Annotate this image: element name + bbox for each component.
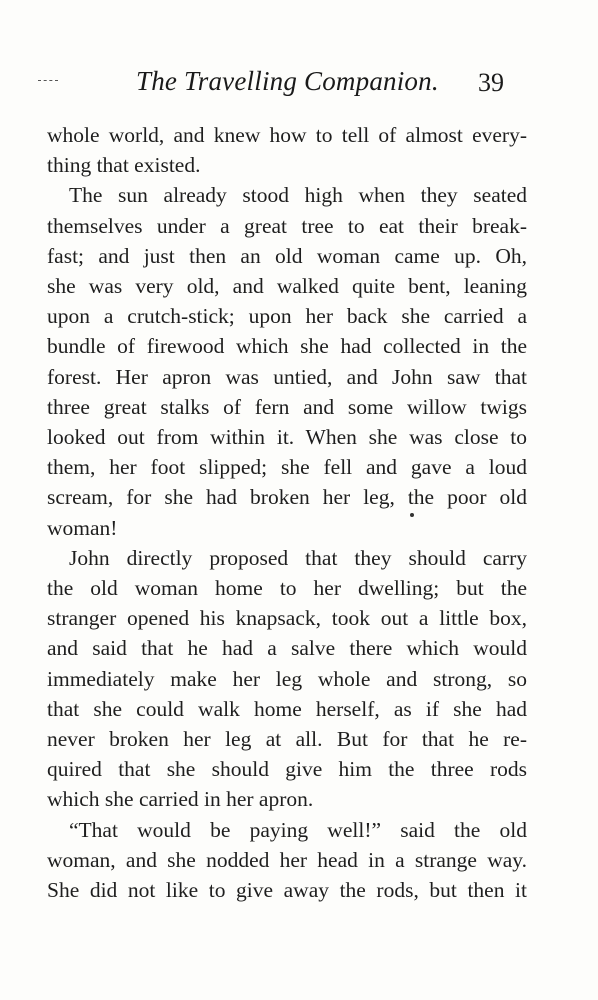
text-line: fast; and just then an old woman came up. Oh, [47, 243, 527, 268]
text-line: scream, for she had broken her leg, the poor old [47, 485, 527, 510]
text-line: the old woman home to her dwelling; but the [47, 576, 527, 601]
text-line: quired that she should give him the three rods [47, 757, 527, 782]
text-line: woman! [47, 515, 118, 540]
ink-speck [410, 513, 414, 517]
text-line: three great stalks of fern and some willow twigs [47, 394, 527, 419]
text-line: upon a crutch-stick; upon her back she carried a [47, 304, 527, 329]
text-line: them, her foot slipped; she fell and gave a loud [47, 455, 527, 480]
text-line: and said that he had a salve there which would [47, 636, 527, 661]
text-line: “That would be paying well!” said the old [69, 817, 527, 842]
text-line: John directly proposed that they should carry [69, 545, 527, 570]
text-line: she was very old, and walked quite bent, leaning [47, 274, 527, 299]
text-line: The sun already stood high when they seated [69, 183, 527, 208]
text-line: forest. Her apron was untied, and John saw that [47, 364, 527, 389]
page-number: 39 [478, 68, 504, 97]
text-line: stranger opened his knapsack, took out a little box, [47, 606, 527, 631]
text-line: immediately make her leg whole and strong, so [47, 666, 527, 691]
text-line: woman, and she nodded her head in a strange way. [47, 847, 527, 872]
text-line: whole world, and knew how to tell of almost every- [47, 123, 527, 147]
text-line: She did not like to give away the rods, but then it [47, 878, 527, 903]
text-line: themselves under a great tree to eat their break- [47, 213, 527, 238]
text-line: thing that existed. [47, 153, 201, 178]
text-line: never broken her leg at all. But for that he re- [47, 727, 527, 752]
body-text [47, 120, 527, 905]
margin-mark [38, 80, 58, 82]
text-line: which she carried in her apron. [47, 787, 314, 812]
text-line: bundle of firewood which she had collected in the [47, 334, 527, 359]
text-line: looked out from within it. When she was close to [47, 425, 527, 450]
text-line: that she could walk home herself, as if she had [47, 696, 527, 721]
running-title: The Travelling Companion. [136, 66, 439, 96]
running-head [0, 66, 598, 106]
